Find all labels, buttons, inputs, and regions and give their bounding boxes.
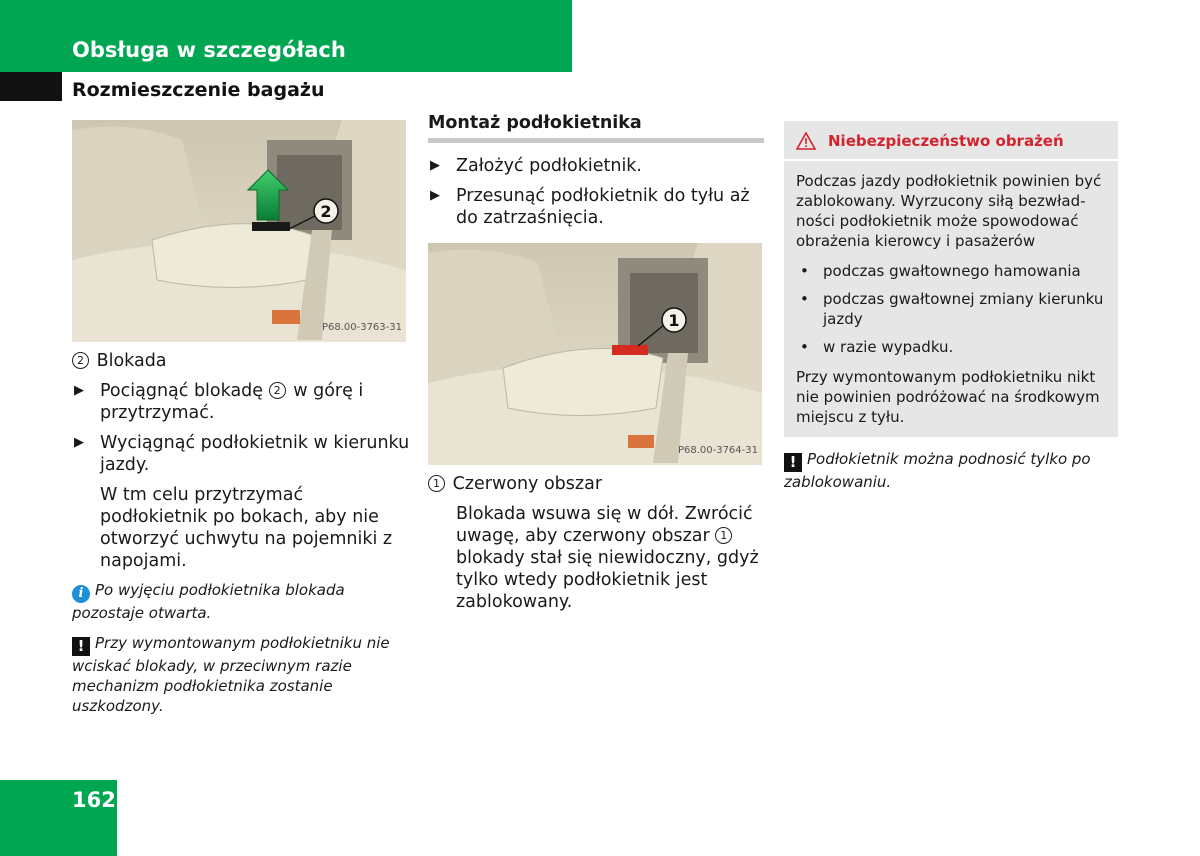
svg-text:1: 1 [668, 311, 680, 330]
chapter-title: Obsługa w szczegółach [72, 38, 346, 62]
caption-text: Czerwony obszar [452, 474, 603, 494]
step-text: Założyć podłokietnik. [456, 156, 642, 176]
body-text: Blokada wsuwa się w dół. Zwrócić uwagę, aby czerwony obszar [456, 504, 753, 546]
note-text: Podłokietnik można podnosić tylko po zablokowaniu. [784, 450, 1091, 491]
lock-explanation [428, 503, 764, 613]
step-text: Pociągnąć blokadę [100, 381, 264, 401]
info-icon: i [72, 585, 90, 603]
column-2 [428, 112, 764, 621]
step-pull-armrest [72, 432, 412, 476]
callout-number: 2 [269, 382, 286, 399]
warning-note [784, 449, 1118, 492]
column-3 [784, 121, 1118, 502]
exclamation-icon: ! [72, 637, 90, 656]
svg-text:2: 2 [320, 202, 332, 221]
callout-number: 1 [428, 475, 445, 492]
play-arrow-icon: ▶ [74, 383, 84, 398]
subsection-heading: Montaż podłokietnika [428, 112, 764, 143]
image-code: P68.00-3764-31 [677, 445, 758, 456]
danger-heading [784, 121, 1118, 161]
caption-text: Blokada [96, 351, 167, 371]
list-item: • podczas gwałtownej zmiany kierunku jazdy [796, 289, 1106, 329]
section-title: Rozmieszczenie bagażu [72, 79, 325, 101]
step-push-armrest [428, 185, 764, 229]
page-number: 162 [72, 788, 116, 812]
step-pull-lock [72, 380, 412, 424]
warning-triangle-icon [796, 132, 816, 150]
play-arrow-icon: ▶ [74, 435, 84, 450]
danger-list [796, 261, 1106, 357]
caption-red-area [428, 473, 764, 495]
danger-box [784, 121, 1118, 437]
armrest-red-area-photo [428, 243, 762, 465]
play-arrow-icon: ▶ [430, 158, 440, 173]
column-1 [72, 120, 412, 726]
caption-blokada [72, 350, 412, 372]
info-note [72, 580, 412, 623]
danger-title: Niebezpieczeństwo obrażeń [828, 132, 1064, 150]
callout-number: 1 [715, 527, 732, 544]
note-text: Przy wymontowanym podłokietniku nie wciskać blokady, w przeciwnym razie mechanizm podłokietnika zostanie uszkodzony. [72, 634, 390, 715]
danger-text: Podczas jazdy podłokietnik powinien być zablokowany. Wyrzucony siłą bezwładności podłokietnik może spowodować obrażenia kierowcy i pasażerów [796, 172, 1102, 250]
danger-text: Przy wymontowanym podłokietniku nikt nie powinien podróżować na środkowym miejscu z tyłu. [796, 368, 1100, 426]
step-text: Wyciągnąć podłokietnik w kierunku jazdy. [100, 433, 410, 475]
exclamation-icon: ! [784, 453, 802, 472]
armrest-lock-photo [72, 120, 406, 342]
header-black-tab [0, 72, 62, 101]
step-text: w górę i przytrzymać. [100, 381, 364, 423]
step-install-armrest [428, 155, 764, 177]
list-item: • w razie wypadku. [796, 337, 1106, 357]
warning-note [72, 633, 412, 716]
step-text: Przesunąć podłokietnik do tyłu aż do zatrzaśnięcia. [456, 186, 750, 228]
step-detail: W tm celu przytrzymać podłokietnik po bokach, aby nie otworzyć uchwytu na pojemniki z napojami. [100, 485, 393, 571]
note-text: Po wyjęciu podłokietnika blokada pozostaje otwarta. [72, 581, 345, 622]
body-text: blokady stał się niewidoczny, gdyż tylko wtedy podłokietnik jest zablokowany. [456, 548, 759, 612]
image-code: P68.00-3763-31 [321, 322, 402, 333]
play-arrow-icon: ▶ [430, 188, 440, 203]
callout-number: 2 [72, 352, 89, 369]
list-item: • podczas gwałtownego hamowania [796, 261, 1106, 281]
